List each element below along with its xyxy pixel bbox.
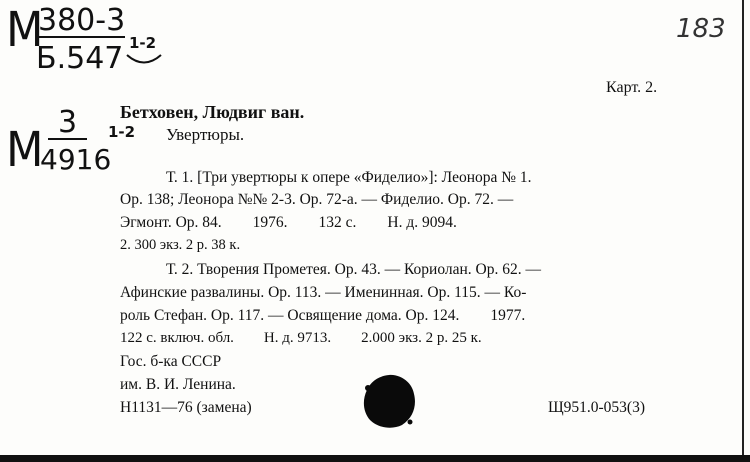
shelf-mark-letter: М	[6, 2, 44, 58]
library-line2: им. В. И. Ленина.	[120, 376, 236, 393]
corner-number: 183	[676, 14, 726, 44]
classification-code: Щ951.0-053(3)	[548, 399, 645, 416]
volume1-line3: Эгмонт. Ор. 84. 1976. 132 с. Н. д. 9094.	[120, 214, 457, 231]
volume1-line2: Ор. 138; Леонора №№ 2-3. Ор. 72-а. — Фиделио. Ор. 72. —	[120, 191, 514, 208]
shelf-mark-number-top: 380-3	[38, 3, 126, 38]
volume2-line4: 122 с. включ. обл. Н. д. 9713. 2.000 экз. 2 р. 25 к.	[120, 330, 482, 346]
volume2-line2: Афинские развалины. Ор. 113. — Именинная. Ор. 115. — Ко-	[120, 284, 527, 301]
shelf-mark-copies-2: 1-2	[108, 123, 136, 141]
shelf-mark-number-top-2: 3	[48, 108, 87, 140]
card-edge-right	[742, 0, 744, 456]
volume2-line3: роль Стефан. Ор. 117. — Освящение дома. Ор. 124. 1977.	[120, 307, 526, 324]
shelf-mark-letter-2: М	[6, 122, 44, 178]
punch-hole	[360, 372, 418, 430]
library-line1: Гос. б-ка СССР	[120, 353, 222, 370]
copies-underline-1	[124, 50, 164, 70]
card-edge-bottom	[0, 455, 750, 462]
volume1-line4: 2. 300 экз. 2 р. 38 к.	[120, 237, 241, 253]
order-code: Н1131—76 (замена)	[120, 399, 252, 416]
author-heading: Бетховен, Людвиг ван.	[120, 102, 305, 122]
volume1-line1: Т. 1. [Три увертюры к опере «Фиделио»]: Леонора № 1.	[166, 169, 532, 186]
card-label: Карт. 2.	[606, 79, 658, 96]
shelf-mark-number-bottom: Б.547	[36, 41, 124, 76]
volume2-line1: Т. 2. Творения Прометея. Ор. 43. — Кориолан. Ор. 62. —	[166, 261, 541, 278]
shelf-mark-copies: 1-2	[129, 34, 157, 52]
work-title: Увертюры.	[166, 125, 245, 144]
shelf-mark-number-bottom-2: 4916	[40, 143, 112, 176]
